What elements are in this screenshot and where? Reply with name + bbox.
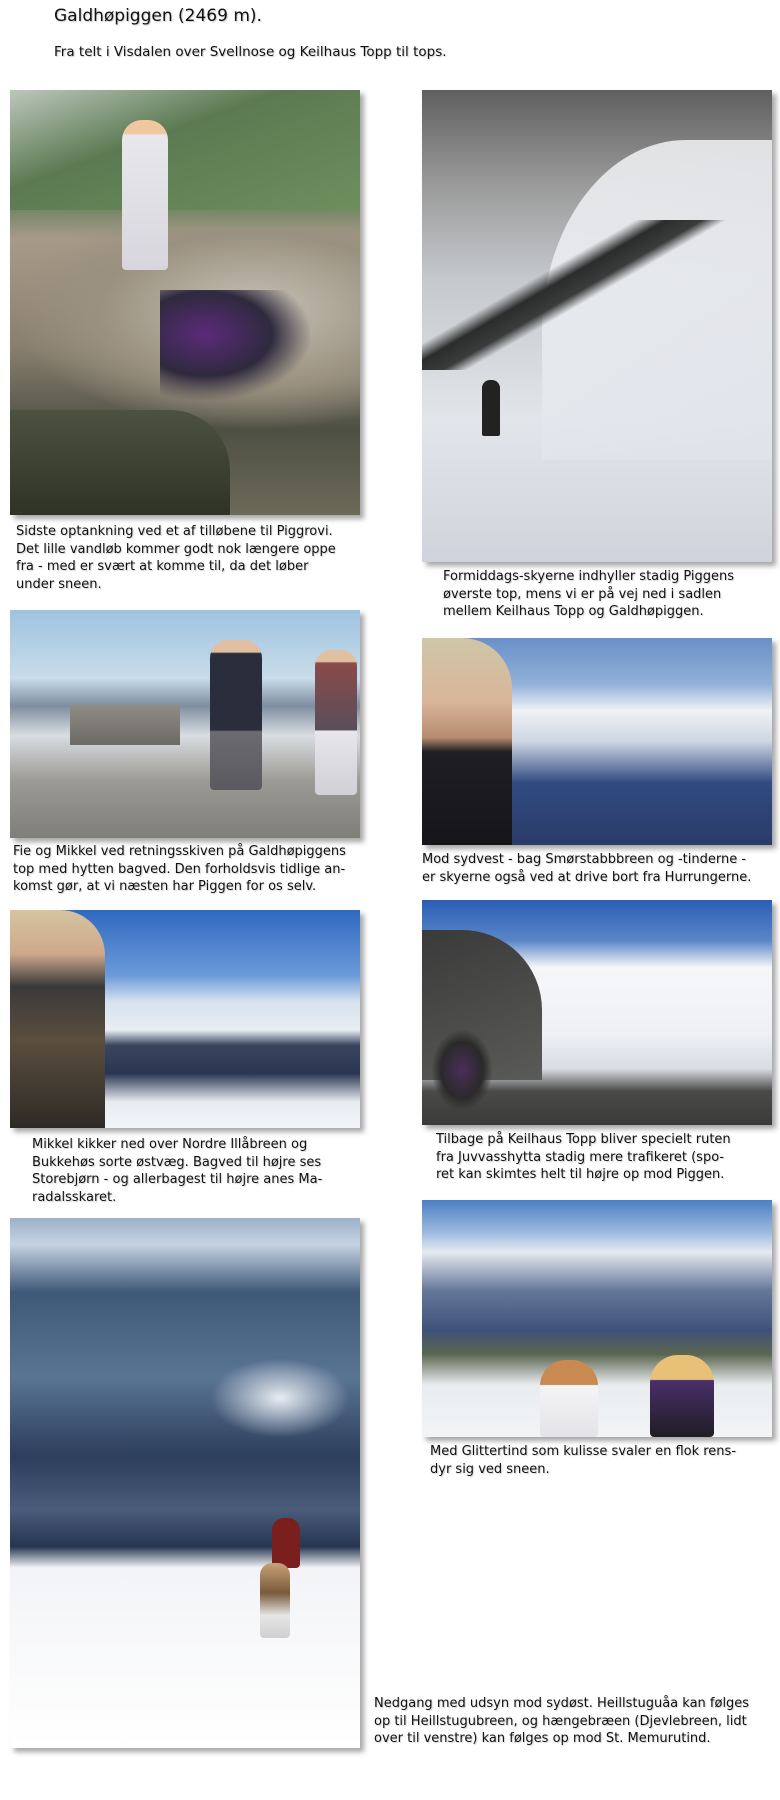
caption-illabreen-view: Mikkel kikker ned over Nordre Illåbreen og Bukkehøs sorte østvæg. Bagved til højre ses Storebjørn - og allerbagest til højre anes Ma- radalsskaret.: [32, 1137, 323, 1205]
caption-descent-valley: Nedgang med udsyn mod sydøst. Heillstuguåa kan følges op til Heillstugubreen, og hængebræen (Djevlebreen, lidt over til venstre) kan følges op mod St. Memurutind.: [374, 1696, 750, 1746]
caption-glittertind: Med Glittertind som kulisse svaler en flok rens- dyr sig ved sneen.: [430, 1444, 737, 1477]
caption-southwest-view: Mod sydvest - bag Smørstabbbreen og -tinderne - er skyerne også ved at drive bort fra Hurrungerne.: [422, 852, 752, 885]
photo-summit-hut: [10, 610, 360, 838]
caption-ridge-clouds: Formiddags-skyerne indhyller stadig Piggens øverste top, mens vi er på vej ned i sadlen mellem Keilhaus Topp og Galdhøpiggen.: [443, 569, 735, 619]
page-subtitle: Fra telt i Visdalen over Svellnose og Keilhaus Topp til tops.: [54, 44, 447, 60]
photo-descent-valley: [10, 1218, 360, 1748]
caption-keilhaus-topp: Tilbage på Keilhaus Topp bliver specielt ruten fra Juvvasshytta stadig mere trafikeret (spo- ret kan skimtes helt til højre op mod Piggen.: [436, 1132, 731, 1182]
photo-ridge-clouds: [422, 90, 772, 562]
photo-glittertind: [422, 1200, 772, 1437]
photo-illabreen-view: [10, 910, 360, 1128]
photo-stream-refill: [10, 90, 360, 515]
photo-keilhaus-topp: [422, 900, 772, 1125]
photo-southwest-view: [422, 638, 772, 845]
caption-stream-refill: Sidste optankning ved et af tilløbene til Piggrovi. Det lille vandløb kommer godt nok længere oppe fra - med er svært at komme til, da det løber under sneen.: [16, 524, 336, 592]
caption-summit-hut: Fie og Mikkel ved retningsskiven på Galdhøpiggens top med hytten bagved. Den forholdsvis tidlige an- komst gør, at vi næsten har Piggen for os selv.: [13, 844, 346, 894]
page-title: Galdhøpiggen (2469 m).: [54, 6, 262, 26]
